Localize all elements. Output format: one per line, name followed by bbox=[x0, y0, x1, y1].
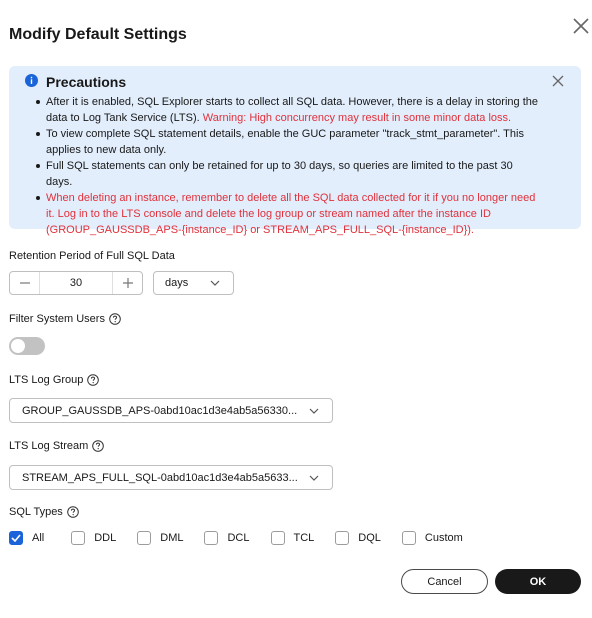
precautions-list bbox=[34, 94, 539, 238]
checkbox[interactable] bbox=[71, 531, 85, 545]
list-item: To view complete SQL statement details, enable the GUC parameter "track_stmt_parameter". This applies to new data only. bbox=[34, 126, 539, 158]
sql-type-dql[interactable]: DQL bbox=[335, 531, 381, 545]
sql-type-all[interactable]: All bbox=[9, 531, 44, 545]
checkbox[interactable] bbox=[204, 531, 218, 545]
sql-types-label: SQL Types bbox=[9, 506, 79, 518]
checkbox[interactable] bbox=[335, 531, 349, 545]
lts-log-stream-select[interactable]: STREAM_APS_FULL_SQL-0abd10ac1d3e4ab5a5633... bbox=[9, 465, 333, 490]
filter-system-users-label: Filter System Users bbox=[9, 313, 121, 325]
sql-type-ddl[interactable]: DDL bbox=[71, 531, 116, 545]
help-icon[interactable] bbox=[87, 374, 99, 386]
checkbox[interactable] bbox=[137, 531, 151, 545]
checkbox[interactable] bbox=[271, 531, 285, 545]
checkbox[interactable] bbox=[9, 531, 23, 545]
cancel-button[interactable]: Cancel bbox=[401, 569, 488, 594]
help-icon[interactable] bbox=[109, 313, 121, 325]
help-icon[interactable] bbox=[92, 440, 104, 452]
close-icon[interactable] bbox=[571, 16, 591, 36]
precautions-notice bbox=[9, 66, 581, 236]
chevron-down-icon bbox=[210, 280, 220, 286]
info-icon bbox=[25, 74, 38, 87]
minus-icon[interactable] bbox=[10, 272, 39, 294]
retention-unit-select[interactable]: days bbox=[153, 271, 234, 295]
list-item: After it is enabled, SQL Explorer starts to collect all SQL data. However, there is a delay in storing the data to Log Tank Service (LTS). Warning: High concurrency may result in some minor data loss. bbox=[34, 94, 539, 126]
filter-system-users-toggle[interactable] bbox=[9, 337, 45, 355]
plus-icon[interactable] bbox=[113, 272, 142, 294]
lts-log-group-select[interactable]: GROUP_GAUSSDB_APS-0abd10ac1d3e4ab5a56330... bbox=[9, 398, 333, 423]
help-icon[interactable] bbox=[67, 506, 79, 518]
sql-type-dcl[interactable]: DCL bbox=[204, 531, 249, 545]
sql-types-group bbox=[9, 531, 483, 545]
dialog-title: Modify Default Settings bbox=[9, 26, 187, 43]
toggle-knob bbox=[11, 339, 25, 353]
retention-label: Retention Period of Full SQL Data bbox=[9, 250, 175, 262]
list-item: Full SQL statements can only be retained for up to 30 days, so queries are limited to the past 30 days. bbox=[34, 158, 539, 190]
notice-heading: Precautions bbox=[46, 74, 127, 90]
ok-button[interactable]: OK bbox=[495, 569, 581, 594]
sql-type-tcl[interactable]: TCL bbox=[271, 531, 315, 545]
sql-type-dml[interactable]: DML bbox=[137, 531, 183, 545]
close-icon[interactable] bbox=[551, 74, 565, 88]
lts-log-group-label: LTS Log Group bbox=[9, 374, 99, 386]
list-item: When deleting an instance, remember to delete all the SQL data collected for it if you no longer need it. Log in to the LTS console and delete the log group or stream named after the instance ID (GROUP_GAUSSDB_APS-{instance_ID} or STREAM_APS_FULL_SQL-{instance_ID}). bbox=[34, 190, 539, 238]
warning-text: Warning: High concurrency may result in some minor data loss. bbox=[202, 112, 512, 124]
retention-input[interactable]: 30 bbox=[39, 272, 113, 294]
chevron-down-icon bbox=[309, 475, 319, 481]
checkbox[interactable] bbox=[402, 531, 416, 545]
retention-stepper bbox=[9, 271, 143, 295]
sql-type-custom[interactable]: Custom bbox=[402, 531, 463, 545]
check-icon bbox=[11, 534, 21, 542]
lts-log-stream-label: LTS Log Stream bbox=[9, 440, 104, 452]
chevron-down-icon bbox=[309, 408, 319, 414]
